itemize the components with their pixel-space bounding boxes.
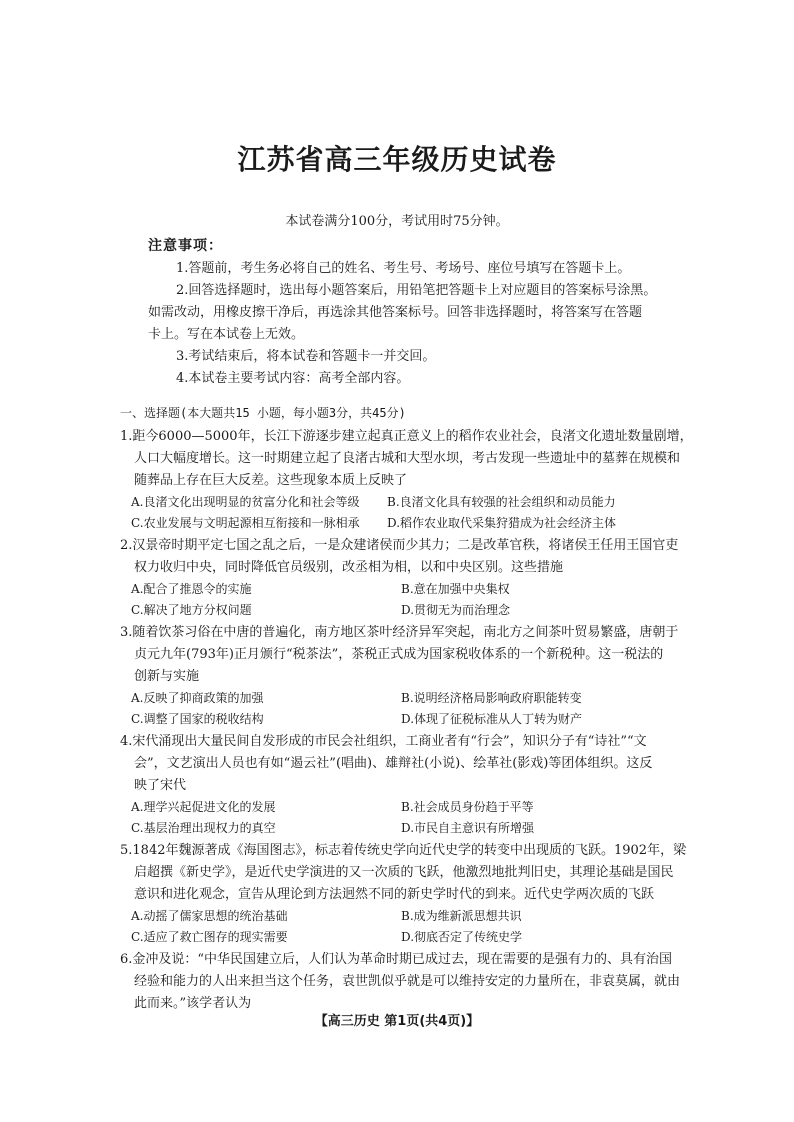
question-5-stem: 启超撰《新史学》，是近代史学演进的又一次质的飞跃，他激烈地批判旧史，其理论基础是国民 <box>134 865 674 880</box>
question-2-stem: 权力收归中央，同时降低官员级别，改丞相为相，以和中央区别。这些措施 <box>134 560 564 575</box>
question-1-stem: 人口大幅度增长。这一时期建立起了良渚古城和大型水坝，考古发现一些遗址中的墓葬在规模和 <box>134 451 681 466</box>
question-6-stem: 此而来。”该学者认为 <box>134 996 252 1011</box>
question-4-option-a: A.理学兴起促进文化的发展 <box>131 800 276 814</box>
question-1-option-c: C.农业发展与文明起源相互衔接和一脉相承 <box>131 516 360 530</box>
notice-item: 4.本试卷主要考试内容：高考全部内容。 <box>176 371 410 386</box>
notice-item: 1.答题前，考生务必将自己的姓名、考生号、考场号、座位号填写在答题卡上。 <box>176 261 631 276</box>
question-3-option-a: A.反映了抑商政策的加强 <box>131 691 264 705</box>
question-5-stem: 意识和进化观念，宣告从理论到方法迥然不同的新史学时代的到来。近代史学两次质的飞跃 <box>134 887 655 902</box>
question-3-stem: 创新与实施 <box>134 669 200 684</box>
question-1-stem: 1.距今6000—5000年，长江下游逐步建立起真正意义上的稻作农业社会，良渚文化遗址数量剧增， <box>120 429 693 444</box>
question-4-stem: 4.宋代涌现出大量民间自发形成的市民会社组织，工商业者有“行会”，知识分子有“诗社”“文 <box>120 734 647 749</box>
question-3-option-c: C.调整了国家的税收结构 <box>131 712 264 726</box>
question-5-option-c: C.适应了救亡图存的现实需要 <box>131 930 288 944</box>
question-3-option-b: B.说明经济格局影响政府职能转变 <box>401 691 582 705</box>
question-2-option-d: D.贯彻无为而治理念 <box>401 603 511 617</box>
notice-item-continued: 如需改动，用橡皮擦干净后，再选涂其他答案标号。回答非选择题时，将答案写在答题 <box>148 305 643 320</box>
question-1-stem: 随葬品上存在巨大反差。这些现象本质上反映了 <box>134 473 408 488</box>
question-5-option-a: A.动摇了儒家思想的统治基础 <box>131 909 288 923</box>
notice-heading: 注意事项： <box>148 238 223 254</box>
question-5-stem: 5.1842年魏源著成《海国图志》，标志着传统史学向近代史学的转变中出现质的飞跃。1902年，梁 <box>120 843 687 858</box>
question-3-stem: 3.随着饮茶习俗在中唐的普遍化，南方地区茶叶经济异军突起，南北方之间茶叶贸易繁盛，唐朝于 <box>120 625 679 640</box>
question-4-stem: 会”，文艺演出人员也有如“遏云社”(唱曲)、雄辩社(小说)、绘革社(影戏)等团体组织。这反 <box>134 756 653 771</box>
question-3-option-d: D.体现了征税标准从人丁转为财产 <box>401 712 583 726</box>
page-title: 江苏省高三年级历史试卷 <box>237 143 557 176</box>
question-4-option-c: C.基层治理出现权力的真空 <box>131 821 276 835</box>
question-1-option-a: A.良渚文化出现明显的贫富分化和社会等级 <box>131 495 360 509</box>
question-3-stem: 贞元九年(793年)正月颁行“税茶法”，茶税正式成为国家税收体系的一个新税种。这一税法的 <box>134 647 664 662</box>
question-5-option-b: B.成为维新派思想共识 <box>401 909 522 923</box>
page-footer: 【高三历史 第1页(共4页)】 <box>314 1014 480 1029</box>
question-1-option-b: B.良渚文化具有较强的社会组织和动员能力 <box>387 495 616 509</box>
question-2-option-c: C.解决了地方分权问题 <box>131 603 252 617</box>
score-time-line: 本试卷满分100分，考试用时75分钟。 <box>285 214 509 229</box>
question-6-stem: 经验和能力的人出来担当这个任务，袁世凯似乎就是可以维持安定的力量所在，非袁莫属，就由 <box>134 974 681 989</box>
question-1-option-d: D.稻作农业取代采集狩猎成为社会经济主体 <box>387 516 617 530</box>
question-4-stem: 映了宋代 <box>134 778 187 793</box>
section-heading: 一、选择题(本大题共15 小题，每小题3分，共45分) <box>120 406 406 420</box>
question-4-option-d: D.市民自主意识有所增强 <box>401 821 535 835</box>
question-4-option-b: B.社会成员身份趋于平等 <box>401 800 534 814</box>
question-6-stem: 6.金冲及说：“中华民国建立后，人们认为革命时期已成过去，现在需要的是强有力的、具有治国 <box>120 952 673 967</box>
question-2-option-b: B.意在加强中央集权 <box>401 582 510 596</box>
question-2-stem: 2.汉景帝时期平定七国之乱之后，一是众建诸侯而少其力；二是改革官秩，将诸侯王任用王国官吏 <box>120 538 679 553</box>
notice-item-continued: 卡上。写在本试卷上无效。 <box>148 327 305 342</box>
notice-item: 2.回答选择题时，选出每小题答案后，用铅笔把答题卡上对应题目的答案标号涂黑。 <box>176 283 657 298</box>
question-2-option-a: A.配合了推恩令的实施 <box>131 582 252 596</box>
question-5-option-d: D.彻底否定了传统史学 <box>401 930 523 944</box>
notice-item: 3.考试结束后，将本试卷和答题卡一并交回。 <box>176 349 436 364</box>
